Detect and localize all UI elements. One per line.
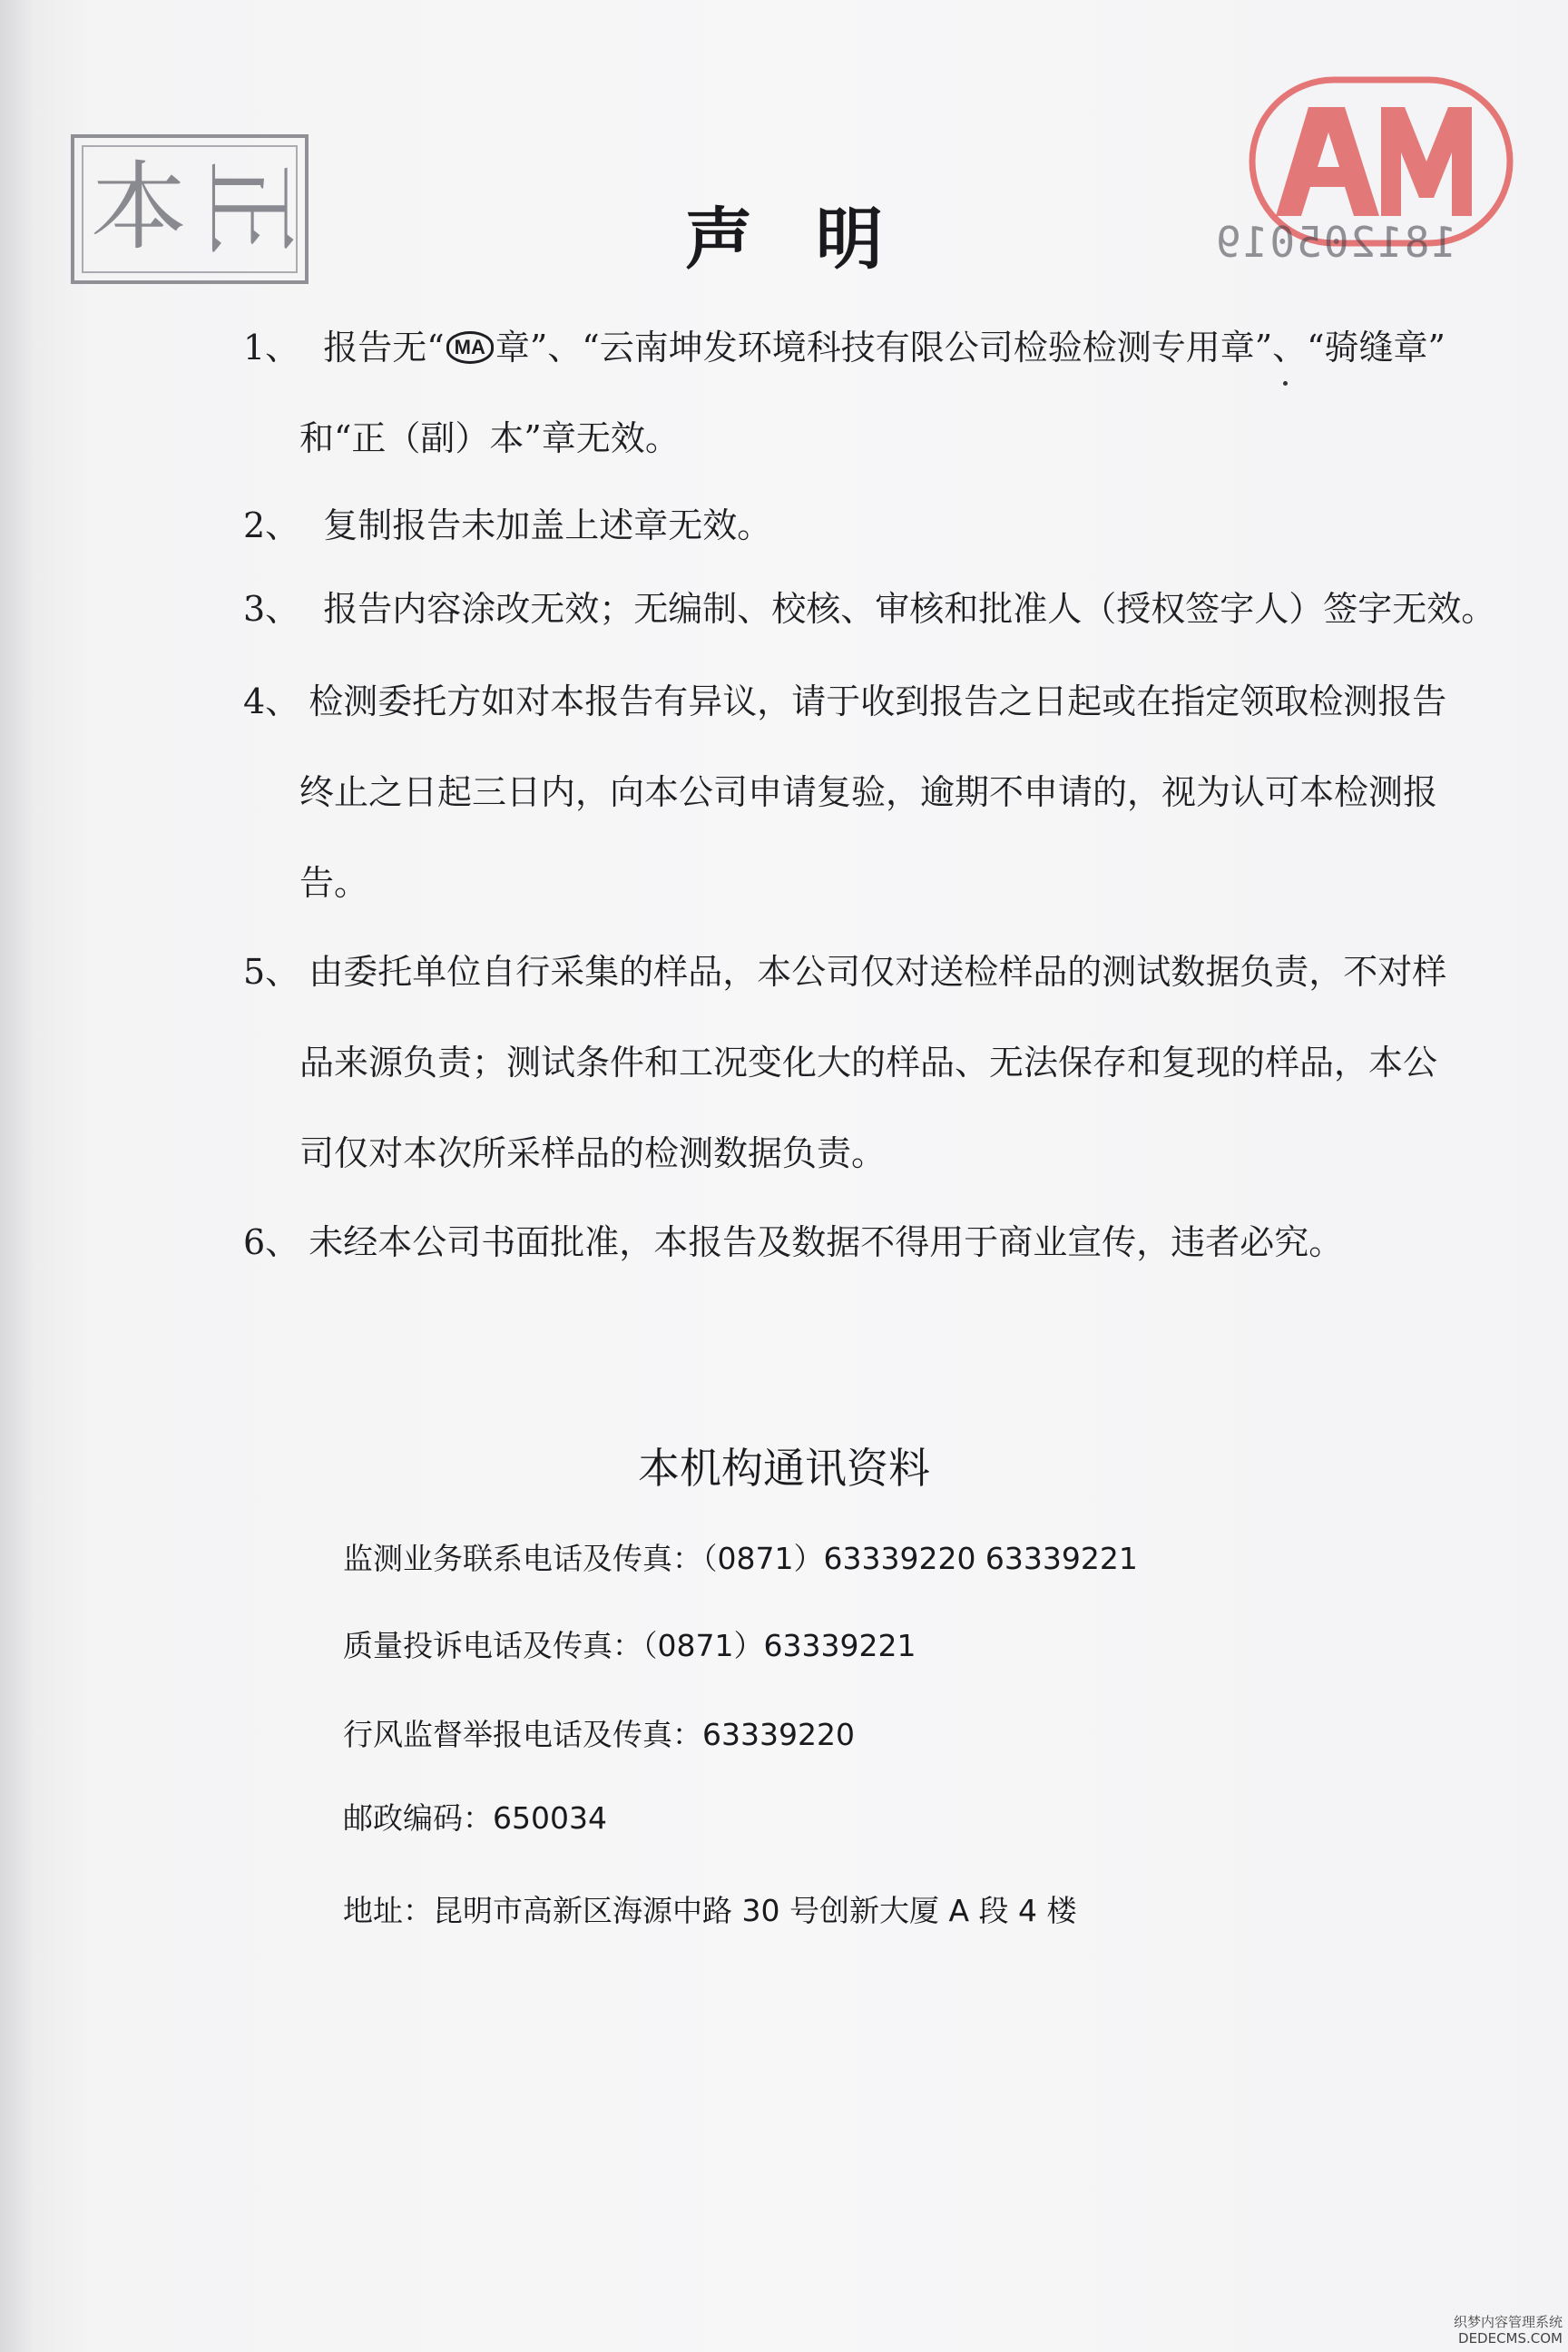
item-4-line-1 <box>243 673 1446 723</box>
item-number: 2、 <box>243 505 300 545</box>
document-title: 声明 <box>685 201 946 279</box>
item-2 <box>243 497 771 547</box>
watermark-line-1: 织梦内容管理系统 <box>1453 2314 1563 2330</box>
item-text: 章”、“云南坤发环境科技有限公司检验检测专用章”、“骑缝章” <box>495 328 1446 368</box>
item-3 <box>243 581 1495 631</box>
item-text: 由委托单位自行采集的样品，本公司仅对送检样品的测试数据负责，不对样 <box>309 952 1447 992</box>
page-edge-shadow <box>0 0 34 2352</box>
item-text: 报告内容涂改无效；无编制、校核、审核和批准人（授权签字人）签字无效。 <box>323 589 1496 629</box>
cma-stamp-text: CMA <box>1245 71 1248 72</box>
cma-stamp-number: 181205019 <box>1214 218 1457 267</box>
stray-dot <box>1283 381 1288 386</box>
item-number: 4、 <box>243 681 300 721</box>
item-6 <box>243 1214 1343 1264</box>
site-watermark <box>1454 2314 1563 2347</box>
contact-line-complaint: 质量投诉电话及传真：（0871）63339221 <box>343 1628 916 1663</box>
item-5-line-1 <box>243 944 1446 994</box>
item-number: 3、 <box>243 589 300 629</box>
item-1-line-1 <box>243 319 1446 369</box>
contact-line-address: 地址：昆明市高新区海源中路 30 号创新大厦 A 段 4 楼 <box>343 1893 1077 1928</box>
contact-line-supervision: 行风监督举报电话及传真：63339220 <box>343 1717 855 1752</box>
item-4-line-3: 告。 <box>299 863 369 903</box>
item-5-line-3: 司仅对本次所采样品的检测数据负责。 <box>299 1133 887 1173</box>
stamp-char-1: 本 <box>91 152 187 263</box>
item-text: 检测委托方如对本报告有异议，请于收到报告之日起或在指定领取检测报告 <box>309 681 1447 721</box>
stamp-char-2: 正 <box>192 160 304 256</box>
item-number: 1、 <box>243 328 300 368</box>
ma-mark-icon: MA <box>446 331 494 364</box>
item-text: 报告无“ <box>323 328 445 368</box>
item-number: 5、 <box>243 952 300 992</box>
watermark-line-2: DEDECMS.COM <box>1458 2330 1563 2347</box>
item-4-line-2: 终止之日起三日内，向本公司申请复验，逾期不申请的，视为认可本检测报 <box>299 772 1438 812</box>
contact-line-postcode: 邮政编码：650034 <box>343 1800 607 1836</box>
item-number: 6、 <box>243 1222 300 1262</box>
item-1-line-2: 和“正（副）本”章无效。 <box>299 418 680 458</box>
contact-title: 本机构通讯资料 <box>638 1444 930 1493</box>
item-5-line-2: 品来源负责；测试条件和工况变化大的样品、无法保存和复现的样品，本公 <box>299 1043 1438 1083</box>
item-text: 复制报告未加盖上述章无效。 <box>323 505 772 545</box>
item-text: 未经本公司书面批准，本报告及数据不得用于商业宣传，违者必究。 <box>309 1222 1344 1262</box>
contact-line-business: 监测业务联系电话及传真：（0871）63339220 63339221 <box>343 1541 1138 1576</box>
